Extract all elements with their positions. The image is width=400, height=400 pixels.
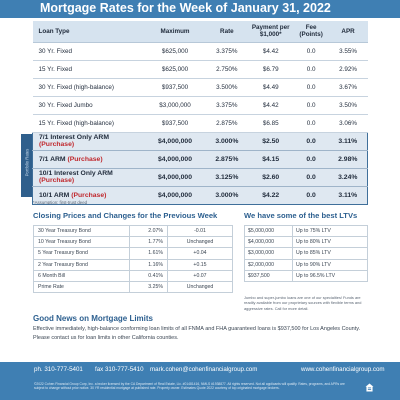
payment-cell: $4.42 (248, 42, 294, 60)
rate-cell: 3.000% (206, 186, 248, 204)
portfolio-rates-tab (21, 134, 32, 197)
rates-header-row (33, 21, 368, 42)
purchase-tag: (Purchase) (71, 191, 107, 199)
fee-cell: 0.0 (294, 60, 329, 78)
payment-cell: $2.60 (248, 168, 294, 186)
instrument-cell: 6 Month Bill (34, 270, 130, 281)
ltv-cell: Up to 90% LTV (293, 259, 368, 270)
rates-row (33, 114, 368, 132)
closing-table (33, 225, 233, 293)
purchase-tag: (Purchase) (39, 141, 75, 148)
fee-cell: 0.0 (294, 96, 329, 114)
rates-footnote: *Assumption: first-trust deed (33, 200, 87, 205)
loan-type-cell (33, 96, 145, 114)
price-cell: 0.41% (130, 270, 168, 281)
change-cell: -0.01 (168, 226, 233, 237)
ltv-title: We have some of the best LTVs (244, 211, 358, 220)
instrument-cell: Prime Rate (34, 281, 130, 292)
rates-row (33, 78, 368, 96)
portfolio-rates-label: Portfolio Rates (24, 148, 30, 177)
fee-cell: 0.0 (294, 150, 329, 168)
ltv-cell: Up to 85% LTV (293, 248, 368, 259)
instrument-cell: 2 Year Treasury Bond (34, 259, 130, 270)
rate-cell: 2.750% (206, 60, 248, 78)
maximum-cell: $4,000,000 (144, 132, 206, 150)
apr-cell: 3.11% (329, 186, 368, 204)
instrument-cell: 5 Year Treasury Bond (34, 248, 130, 259)
ltv-cell: Up to 96.5% LTV (293, 270, 368, 281)
maximum-cell: $937,500 (144, 78, 206, 96)
payment-cell: $4.22 (248, 186, 294, 204)
phone-number[interactable]: ph. 310-777-5401 (34, 366, 83, 373)
fee-cell: 0.0 (294, 42, 329, 60)
ltv-row (245, 226, 368, 237)
rate-cell: 3.375% (206, 96, 248, 114)
loan-type-cell (33, 78, 145, 96)
closing-row (34, 259, 233, 270)
good-news-title: Good News on Mortgage Limits (33, 314, 154, 323)
loan-type-label: 30 Yr. Fixed Jumbo (38, 101, 93, 109)
rate-cell: 3.375% (206, 42, 248, 60)
loan-amount-cell: $5,000,000 (245, 226, 293, 237)
rates-table (32, 21, 368, 205)
rate-cell: 3.125% (206, 168, 248, 186)
payment-cell: $4.49 (248, 78, 294, 96)
ltv-note: Jumbo and super-jumbo loans are one of our specialties! Funds are readily available from our proprietary sources with flexible terms and aggressive rates. Call for more detail. (244, 295, 362, 311)
loan-type-label: 15 Yr. Fixed (high-balance) (38, 119, 114, 127)
rate-cell: 3.500% (206, 78, 248, 96)
loan-amount-cell: $937,500 (245, 270, 293, 281)
loan-amount-cell: $4,000,000 (245, 237, 293, 248)
ltv-row (245, 237, 368, 248)
maximum-cell: $625,000 (144, 60, 206, 78)
rates-row (33, 42, 368, 60)
closing-row (34, 248, 233, 259)
change-cell: Unchanged (168, 237, 233, 248)
maximum-cell: $625,000 (144, 42, 206, 60)
apr-cell: 3.67% (329, 78, 368, 96)
purchase-tag: (Purchase) (39, 177, 75, 184)
page-title: Mortgage Rates for the Week of January 31, 2022 (40, 1, 331, 15)
maximum-cell: $3,000,000 (144, 96, 206, 114)
payment-cell: $6.85 (248, 114, 294, 132)
apr-cell: 3.11% (329, 132, 368, 150)
email-link[interactable]: mark.cohen@cohenfinancialgroup.com (150, 366, 258, 373)
closing-row (34, 237, 233, 248)
maximum-cell: $4,000,000 (144, 150, 206, 168)
loan-type-label: 7/1 ARM (39, 155, 68, 163)
change-cell: Unchanged (168, 281, 233, 292)
fee-cell: 0.0 (294, 186, 329, 204)
rate-cell: 2.875% (206, 114, 248, 132)
price-cell: 1.16% (130, 259, 168, 270)
ltv-cell: Up to 75% LTV (293, 226, 368, 237)
col-header-rate: Rate (206, 21, 248, 42)
change-cell: +0.07 (168, 270, 233, 281)
loan-amount-cell: $3,000,000 (245, 248, 293, 259)
rates-row (33, 168, 368, 186)
rates-row (33, 132, 368, 150)
loan-type-label: 30 Yr. Fixed (high-balance) (38, 83, 114, 91)
change-cell: +0.15 (168, 259, 233, 270)
price-cell: 2.07% (130, 226, 168, 237)
closing-row (34, 281, 233, 292)
col-header-apr: APR (329, 21, 368, 42)
fee-cell: 0.0 (294, 168, 329, 186)
ltv-table (244, 225, 368, 282)
maximum-cell: $4,000,000 (144, 186, 206, 204)
equal-housing-icon (365, 383, 374, 392)
loan-type-label: 7/1 Interest Only ARM (39, 134, 109, 141)
rates-body (33, 42, 368, 204)
payment-cell: $6.79 (248, 60, 294, 78)
payment-cell: $4.42 (248, 96, 294, 114)
fee-cell: 0.0 (294, 78, 329, 96)
apr-cell: 2.98% (329, 150, 368, 168)
closing-title: Closing Prices and Changes for the Previous Week (33, 211, 218, 220)
price-cell: 1.77% (130, 237, 168, 248)
ltv-row (245, 270, 368, 281)
instrument-cell: 30 Year Treasury Bond (34, 226, 130, 237)
ltv-row (245, 259, 368, 270)
loan-type-cell (33, 60, 145, 78)
loan-type-cell (33, 132, 145, 150)
maximum-cell: $937,500 (144, 114, 206, 132)
col-header-loan-type: Loan Type (33, 21, 145, 42)
loan-type-label: 30 Yr. Fixed (38, 47, 72, 55)
loan-type-cell (33, 150, 145, 168)
website-link[interactable]: www.cohenfinancialgroup.com (301, 366, 385, 373)
col-header-maximum: Maximum (144, 21, 206, 42)
col-header-fee: Fee (Points) (294, 21, 329, 42)
closing-row (34, 270, 233, 281)
purchase-tag: (Purchase) (67, 155, 103, 163)
apr-cell: 2.92% (329, 60, 368, 78)
change-cell: +0.04 (168, 248, 233, 259)
apr-cell: 3.06% (329, 114, 368, 132)
footer-bar (0, 362, 400, 400)
fee-cell: 0.0 (294, 114, 329, 132)
price-cell: 3.25% (130, 281, 168, 292)
rates-row (33, 150, 368, 168)
rates-row (33, 60, 368, 78)
header-banner (0, 0, 400, 18)
maximum-cell: $4,000,000 (144, 168, 206, 186)
rate-cell: 2.875% (206, 150, 248, 168)
instrument-cell: 10 Year Treasury Bond (34, 237, 130, 248)
apr-cell: 3.50% (329, 96, 368, 114)
rates-row (33, 96, 368, 114)
payment-cell: $4.15 (248, 150, 294, 168)
payment-cell: $2.50 (248, 132, 294, 150)
loan-type-cell (33, 168, 145, 186)
loan-type-cell (33, 114, 145, 132)
rate-cell: 3.000% (206, 132, 248, 150)
fax-number: fax 310-777-5410 (95, 366, 144, 373)
good-news-body: Effective immediately, high-balance conforming loan limits of all FNMA and FHA guaranteed loans is $937,500 for Los Angeles County. Please contact us for loan limits in other California counties. (33, 326, 361, 341)
loan-type-label: 15 Yr. Fixed (38, 65, 72, 73)
ltv-cell: Up to 80% LTV (293, 237, 368, 248)
loan-type-cell (33, 42, 145, 60)
loan-type-label: 10/1 Interest Only ARM (39, 170, 113, 177)
loan-type-label: 10/1 ARM (39, 191, 72, 199)
fee-cell: 0.0 (294, 132, 329, 150)
loan-amount-cell: $2,000,000 (245, 259, 293, 270)
col-header-payment: Payment per $1,000* (248, 21, 294, 42)
apr-cell: 3.55% (329, 42, 368, 60)
legal-disclaimer: ©2022 Cohen Financial Group Corp, Inc. a broker licensed by the CA Department of Real Estate, Lic. #01481416, NMLS #1938877. All rights reserved. Not all applicants will qualify. Rates, programs, and APRs are subject to change without prior notice. 30 YR residential mortgage at published rate. Property owner. Estimates Quote 2022 courtesy of top originated mortgage brokers. (34, 382, 345, 391)
price-cell: 1.61% (130, 248, 168, 259)
closing-row (34, 226, 233, 237)
ltv-row (245, 248, 368, 259)
apr-cell: 3.24% (329, 168, 368, 186)
